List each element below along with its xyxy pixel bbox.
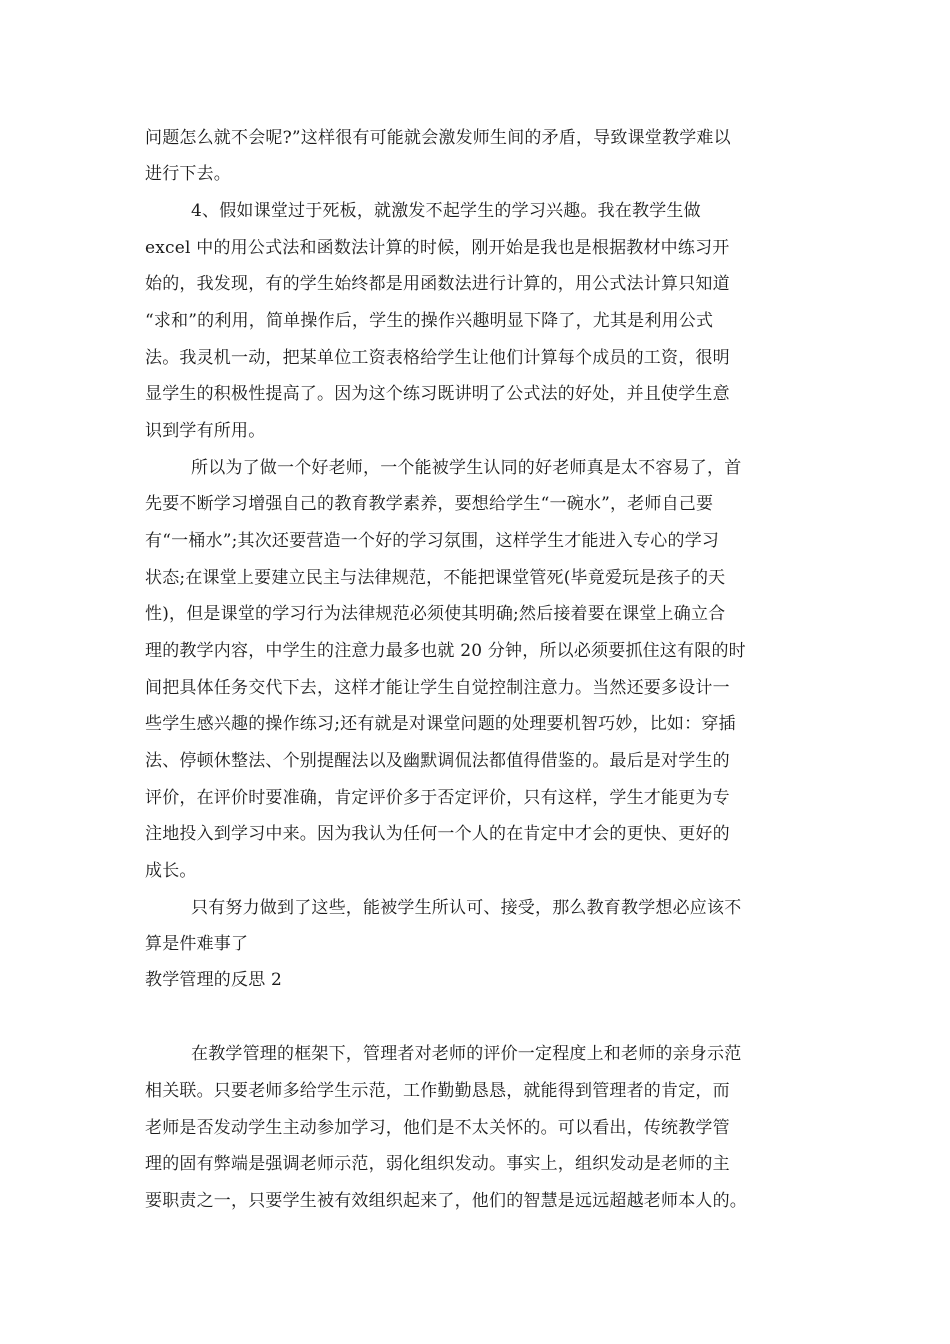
paragraph-first-line: 在教学管理的框架下，管理者对老师的评价一定程度上和老师的亲身示范: [191, 1044, 742, 1064]
text-line: 老师是否发动学生主动参加学习，他们是不太关怀的。可以看出，传统教学管: [145, 1118, 730, 1138]
text-line: 些学生感兴趣的操作练习;还有就是对课堂问题的处理要机智巧妙，比如：穿插: [145, 714, 736, 734]
text-line: 理的固有弊端是强调老师示范，弱化组织发动。事实上，组织发动是老师的主: [145, 1154, 730, 1174]
text-line: 要职责之一，只要学生被有效组织起来了，他们的智慧是远远超越老师本人的。: [145, 1191, 747, 1211]
text-line: “求和”的利用，简单操作后，学生的操作兴趣明显下降了，尤其是利用公式: [145, 311, 714, 331]
paragraph-first-line: 所以为了做一个好老师，一个能被学生认同的好老师真是太不容易了，首: [191, 458, 742, 478]
text-line: 注地投入到学习中来。因为我认为任何一个人的在肯定中才会的更快、更好的: [145, 824, 730, 844]
text-line: 评价，在评价时要准确，肯定评价多于否定评价，只有这样，学生才能更为专: [145, 788, 730, 808]
text-line: 先要不断学习增强自己的教育教学素养，要想给学生“一碗水”，老师自己要: [145, 494, 714, 514]
text-line: 显学生的积极性提高了。因为这个练习既讲明了公式法的好处，并且使学生意: [145, 384, 730, 404]
text-line: 状态;在课堂上要建立民主与法律规范，不能把课堂管死(毕竟爱玩是孩子的天: [145, 568, 726, 588]
text-line: 法。我灵机一动，把某单位工资表格给学生让他们计算每个成员的工资，很明: [145, 348, 730, 368]
text-line: 理的教学内容，中学生的注意力最多也就 20 分钟，所以必须要抓住这有限的时: [145, 641, 746, 661]
text-line: 识到学有所用。: [145, 421, 266, 441]
text-line: 性)，但是课堂的学习行为法律规范必须使其明确;然后接着要在课堂上确立合: [145, 604, 726, 624]
text-line: 算是件难事了: [145, 934, 249, 954]
text-line: 成长。: [145, 861, 197, 881]
text-line: 法、停顿休整法、个别提醒法以及幽默调侃法都值得借鉴的。最后是对学生的: [145, 751, 730, 771]
text-line: 问题怎么就不会呢?”这样很有可能就会激发师生间的矛盾，导致课堂教学难以: [145, 128, 731, 148]
text-line: 始的，我发现，有的学生始终都是用函数法进行计算的，用公式法计算只知道: [145, 274, 730, 294]
paragraph-first-line: 只有努力做到了这些，能被学生所认可、接受，那么教育教学想必应该不: [191, 898, 742, 918]
text-line: 进行下去。: [145, 164, 231, 184]
text-line: excel 中的用公式法和函数法计算的时候，刚开始是我也是根据教材中练习开: [145, 238, 730, 258]
text-line: 间把具体任务交代下去，这样才能让学生自觉控制注意力。当然还要多设计一: [145, 678, 730, 698]
text-line: 相关联。只要老师多给学生示范，工作勤勤恳恳，就能得到管理者的肯定，而: [145, 1081, 730, 1101]
section-heading: 教学管理的反思 2: [145, 970, 283, 990]
text-line: 有“一桶水”;其次还要营造一个好的学习氛围，这样学生才能进入专心的学习: [145, 531, 720, 551]
paragraph-first-line: 4、假如课堂过于死板，就激发不起学生的学习兴趣。我在教学生做: [191, 201, 701, 221]
